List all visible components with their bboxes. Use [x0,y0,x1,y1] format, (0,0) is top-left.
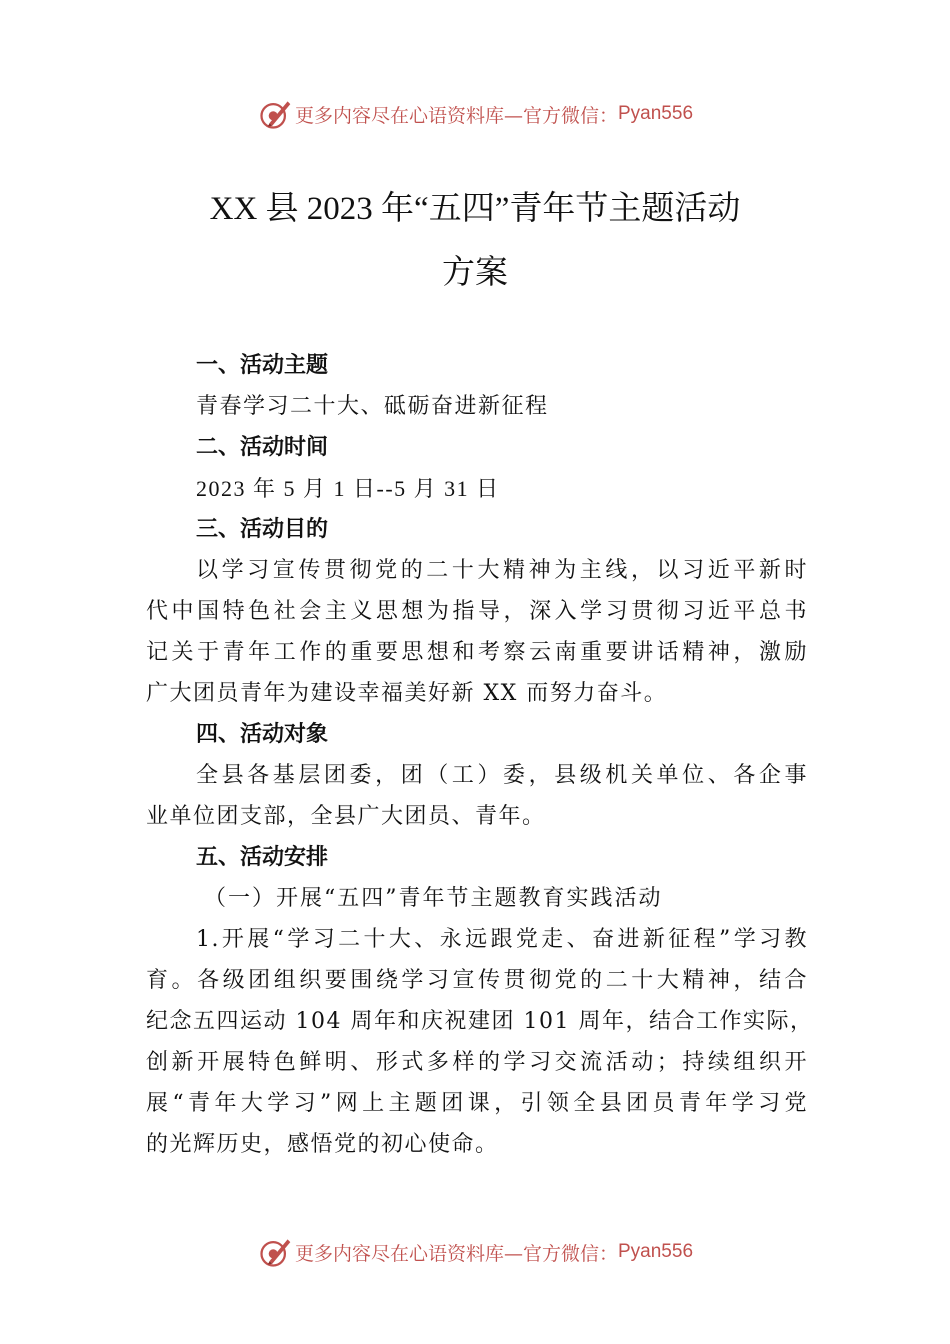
header-watermark [0,94,950,134]
section-text-theme: 青春学习二十大、砥砺奋进新征程 [196,394,549,419]
watermark-id: Pyan556 [618,1241,694,1262]
watermark-id: Pyan556 [618,103,694,124]
section-heading-theme: 一、活动主题 [196,353,329,378]
section-heading-purpose: 三、活动目的 [196,517,329,542]
watermark-text: 更多内容尽在心语资料库—官方微信： [294,104,618,127]
paragraph-line: 广大团员青年为建设幸福美好新 XX 而努力奋斗。 [146,681,668,706]
pen-logo-icon [257,96,293,132]
paragraph-line: 代中国特色社会主义思想为指导，深入学习贯彻习近平总书 [146,599,808,624]
paragraph-line: 全县各基层团委，团（工）委，县级机关单位、各企事 [196,763,808,788]
document-title-line2: 方案 [442,255,508,291]
section-text-time: 2023 年 5 月 1 日--5 月 31 日 [196,476,500,501]
paragraph-line: 以学习宣传贯彻党的二十大精神为主线，以习近平新时 [196,558,808,583]
document-title-line1: XX 县 2023 年“五四”青年节主题活动 [209,191,741,227]
paragraph-line: 创新开展特色鲜明、形式多样的学习交流活动；持续组织开 [146,1050,808,1075]
footer-watermark [0,1232,950,1272]
document-body [146,345,814,1165]
paragraph-line: 的光辉历史，感悟党的初心使命。 [146,1132,499,1157]
section-heading-time: 二、活动时间 [196,435,329,460]
section-heading-arrangement: 五、活动安排 [196,845,329,870]
watermark-text: 更多内容尽在心语资料库—官方微信： [294,1242,618,1265]
paragraph-line: 展“青年大学习”网上主题团课，引领全县团员青年学习党 [146,1091,808,1116]
paragraph-line: 1.开展“学习二十大、永远跟党走、奋进新征程”学习教 [196,927,808,952]
subsection-heading: （一）开展“五四”青年节主题教育实践活动 [204,886,663,911]
paragraph-line: 业单位团支部，全县广大团员、青年。 [146,804,546,829]
section-heading-target: 四、活动对象 [196,722,329,747]
paragraph-line: 记关于青年工作的重要思想和考察云南重要讲话精神，激励 [146,640,808,665]
paragraph-line: 纪念五四运动 104 周年和庆祝建团 101 周年，结合工作实际， [146,1009,814,1034]
paragraph-line: 育。各级团组织要围绕学习宣传贯彻党的二十大精神，结合 [146,968,808,993]
pen-logo-icon [257,1234,293,1270]
